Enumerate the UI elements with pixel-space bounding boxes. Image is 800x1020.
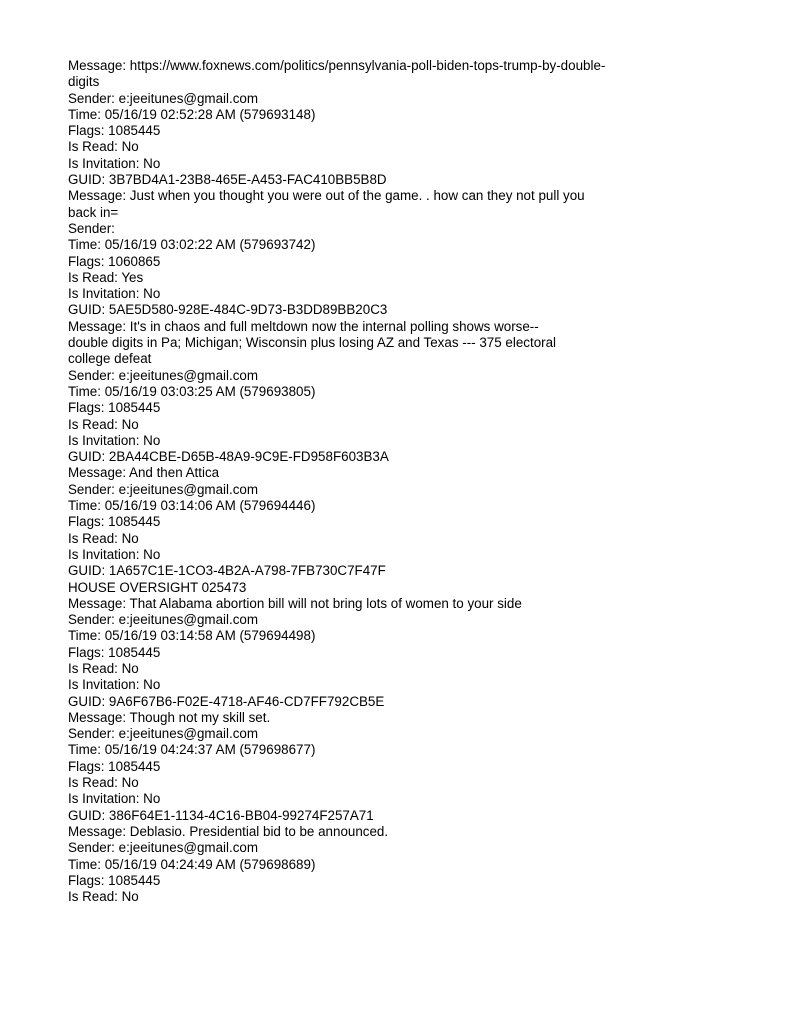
log-line: Is Read: No (68, 139, 139, 155)
log-line: Sender: e:jeeitunes@gmail.com (68, 612, 258, 628)
log-line: college defeat (68, 351, 152, 367)
message-log-document (68, 58, 708, 905)
log-line: Is Read: No (68, 889, 139, 905)
log-line: Flags: 1085445 (68, 644, 161, 660)
log-line: GUID: 2BA44CBE-D65B-48A9-9C9E-FD958F603B3A (68, 449, 389, 465)
log-line: double digits in Pa; Michigan; Wisconsin plus losing AZ and Texas --- 375 electoral (68, 335, 557, 351)
log-line: HOUSE OVERSIGHT 025473 (68, 579, 247, 595)
log-line: Is Invitation: No (68, 791, 161, 807)
log-line: Time: 05/16/19 03:02:22 AM (579693742) (68, 237, 316, 253)
log-line: back in= (68, 204, 119, 220)
log-line: Flags: 1085445 (68, 758, 161, 774)
log-line: Time: 05/16/19 03:14:06 AM (579694446) (68, 498, 316, 514)
log-line: Time: 05/16/19 03:14:58 AM (579694498) (68, 628, 316, 644)
log-line: Is Read: No (68, 530, 139, 546)
log-line: Sender: (68, 220, 115, 236)
log-line: GUID: 5AE5D580-928E-484C-9D73-B3DD89BB20C3 (68, 302, 388, 318)
log-line: GUID: 9A6F67B6-F02E-4718-AF46-CD7FF792CB5E (68, 693, 385, 709)
log-line: Sender: e:jeeitunes@gmail.com (68, 726, 258, 742)
log-line: Time: 05/16/19 02:52:28 AM (579693148) (68, 106, 316, 122)
log-line: Message: Deblasio. Presidential bid to be announced. (68, 823, 389, 839)
log-line: Is Invitation: No (68, 677, 161, 693)
log-line: Message: That Alabama abortion bill will not bring lots of women to your side (68, 595, 522, 611)
log-line: Is Read: No (68, 416, 139, 432)
log-line: Flags: 1085445 (68, 514, 161, 530)
log-line: GUID: 386F64E1-1134-4C16-BB04-99274F257A71 (68, 807, 374, 823)
log-line: Message: It's in chaos and full meltdown now the internal polling shows worse-- (68, 318, 539, 334)
log-line: Message: And then Attica (68, 465, 220, 481)
log-line: Sender: e:jeeitunes@gmail.com (68, 90, 258, 106)
log-line: Is Invitation: No (68, 155, 161, 171)
log-line: Is Invitation: No (68, 286, 161, 302)
log-line: Flags: 1060865 (68, 253, 161, 269)
log-line: Sender: e:jeeitunes@gmail.com (68, 840, 258, 856)
log-line: Time: 05/16/19 04:24:49 AM (579698689) (68, 856, 316, 872)
log-line: Is Read: Yes (68, 269, 144, 285)
log-line: Is Read: No (68, 660, 139, 676)
log-line: Time: 05/16/19 03:03:25 AM (579693805) (68, 383, 316, 399)
log-line: Is Invitation: No (68, 546, 161, 562)
log-line: Sender: e:jeeitunes@gmail.com (68, 481, 258, 497)
log-line: Is Invitation: No (68, 432, 161, 448)
log-line: Flags: 1085445 (68, 400, 161, 416)
log-line: Sender: e:jeeitunes@gmail.com (68, 367, 258, 383)
log-line: GUID: 1A657C1E-1CO3-4B2A-A798-7FB730C7F47F (68, 563, 386, 579)
log-line: Message: https://www.foxnews.com/politics/pennsylvania-poll-biden-tops-trump-by-double- (68, 58, 606, 73)
log-line: GUID: 3B7BD4A1-23B8-465E-A453-FAC410BB5B8D (68, 172, 387, 188)
log-line: Is Read: No (68, 775, 139, 791)
log-line: Message: Though not my skill set. (68, 709, 271, 725)
log-line: digits (68, 74, 100, 90)
log-line: Flags: 1085445 (68, 872, 161, 888)
log-line: Time: 05/16/19 04:24:37 AM (579698677) (68, 742, 316, 758)
log-line: Flags: 1085445 (68, 123, 161, 139)
log-line: Message: Just when you thought you were out of the game. . how can they not pull you (68, 188, 585, 204)
